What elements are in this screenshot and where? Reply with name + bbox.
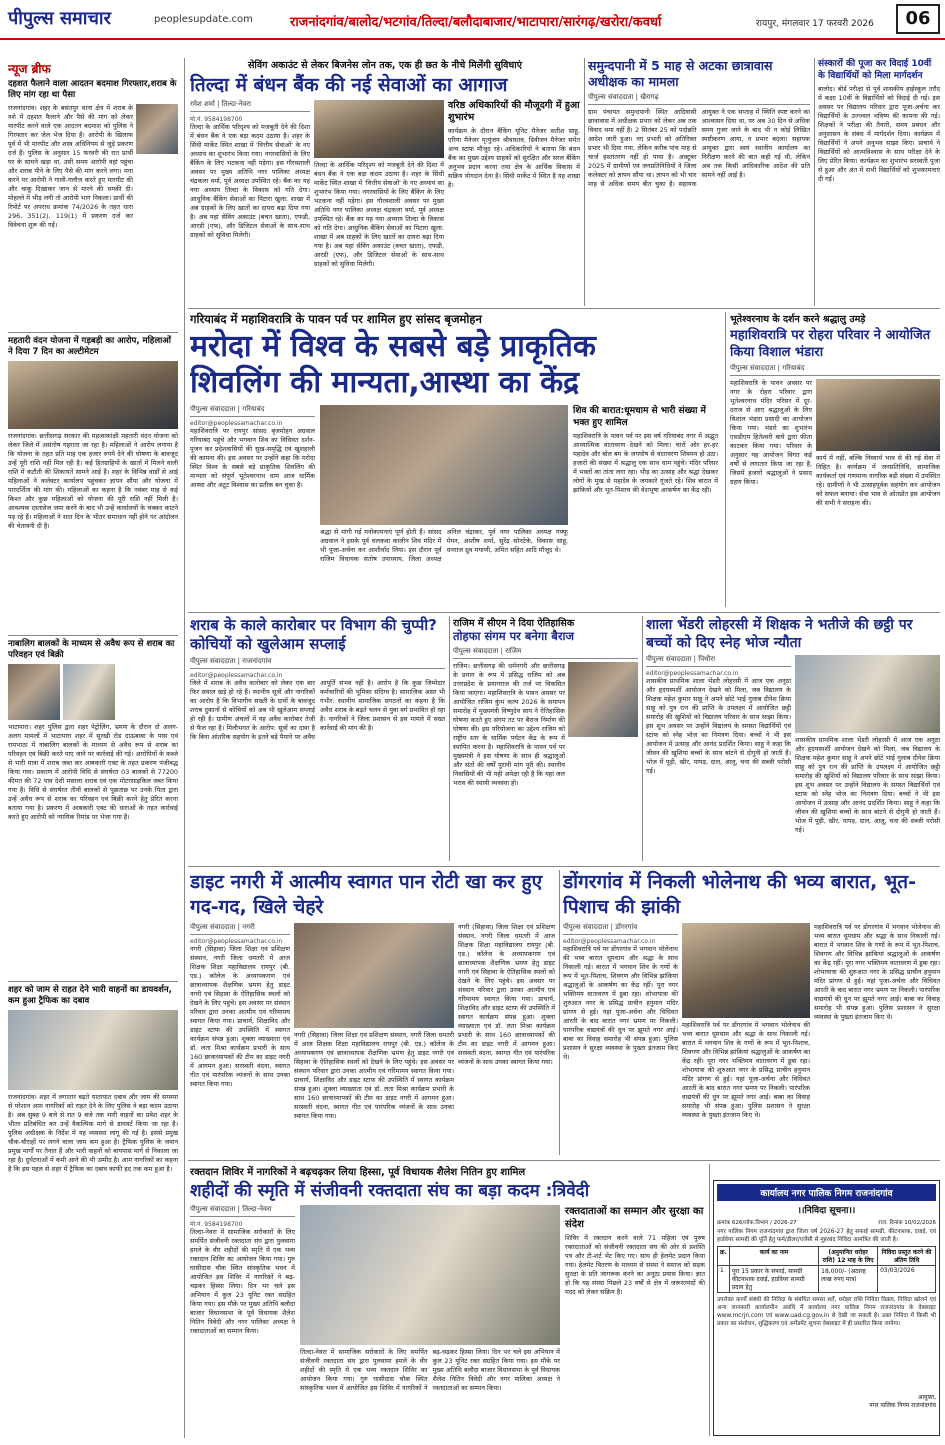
tilda-bank-side-body: कार्यक्रम के दौरान बैंकिंग यूनिट मैनेजर सतीश साहू, एरिया मैनेजर मृत्युंजय श्रीवास्तव, डिवीजन मैनेजर समेत अन्य स्टाफ मौजूद रहे। अधिकारियों ने बताया कि बंधन बैंक का मुख्य उद्देश्य ग्राहकों को सुरक्षित और सरल बैंकिंग अनुभव प्रदान करना तथा क्षेत्र के आर्थिक विकास में सक्रिय योगदान देना है। सिंधी मार्केट में स्थित है यह शाखा है। [448, 127, 580, 189]
tilda-bank-kicker: सेविंग अकाउंट से लेकर बिजनेस लोन तक, एक ही छत के नीचे मिलेंगी सुविधाएं [248, 60, 522, 71]
bhuteshwar-byline: पीपुल्स संवाददाता | गरियाबंद [730, 364, 940, 376]
dight-byline: पीपुल्स संवाददाता | नगरी [190, 923, 290, 935]
masthead [0, 0, 945, 40]
tender-row-work: पूरा 15 प्रकार के सफाई, सामग्री कीटनाशक दवाई, हार्डवेयर सामग्री प्रदाय हेतु [729, 1266, 818, 1293]
edition-cities: राजनांदगांव/बालोद/भटगांव/तिल्दा/बलौदाबाजार/भाटापारा/सारंगढ़/खरोरा/कवर्धा [290, 15, 662, 30]
tilda-bank-body: तिल्दा के आर्थिक परिदृश्य को मजबूती देने की दिशा में बंधन बैंक ने एक बड़ा कदम उठाया है। शहर के सिंधी मार्केट स्थित शाखा में 'वित्तीय सेवाओं' के नए अध्याय का शुभारंभ किया गया। नगरवासियों के लिए बैंकिंग के लिए भटकना नहीं पड़ेगा। इस गौरवशाली अवसर पर मुख्य अतिथि नगर पालिका अध्यक्ष चंद्रकला वर्मा, पूर्व अध्यक्ष उपस्थित रहे। बैंक का यह नया अध्याय तिल्दा के विकास को गति देगा। आधुनिक बैंकिंग सेवाओं का पिटारा खुला: शाखा में अब ग्राहकों के लिए खातों का दायरा बढ़ा दिया गया है। अब यहां सेविंग अकाउंट (बचत खाता), एफडी, आरडी (एफ), और डिजिटल सेवाओं के साथ-साथ ग्राहकों को सुविधा मिलेगी। [190, 123, 310, 239]
bhuteshwar-photo [816, 379, 940, 451]
bhuteshwar-body-1: महाशिवरात्रि के पावन अवसर पर नगर के रोहरा परिवार द्वारा भूतेश्वरनाथ मंदिर परिसर में दूर-दराज से आए श्रद्धालुओं के लिए विशाल भंडारा प्रसादी का आयोजन किया गया। भंडारे का शुभारंभ एसडीएम हितेश्वरी बाघे द्वारा फीता काटकर किया गया। परिवार के अनुसार यह आयोजन विगत कई वर्षों से लगातार किया जा रहा है, जिसमें हजारों श्रद्धालुओं ने प्रसाद ग्रहण किया। [730, 379, 812, 486]
tender-date: राज. दिनांक 10/02/2026 [878, 1220, 936, 1226]
tender-ref: क्रमांक 626/लोक.विभाग / 2026-27 [717, 1220, 797, 1226]
tender-office: कार्यालय नगर पालिक निगम राजनांदगांव [717, 1184, 936, 1201]
liquor-byline: पीपुल्स संवाददाता | राजनांदगांव [190, 657, 445, 669]
dongargaon-story [563, 870, 940, 1155]
tender-row-amount: 18,000/- (अठारह लाख रुपए मात्र) [819, 1266, 878, 1293]
maroda-email[interactable]: editor@peoplessamachar.co.in [190, 420, 283, 427]
lohrasi-body: शासकीय प्राथमिक शाला भेंडरी लोहरसी में आज एक अनूठा और हृदयस्पर्शी आयोजन देखने को मिला, जब विद्यालय के शिक्षक महेश कुमार साहू ने अपने छोटे भाई गुलाब दीनेश क्रिया साहू को पुत्र रत्न की प्राप्ति के उपलक्ष्य में आयोजित छट्ठी समारोह की खुशियों को विद्यालय परिवार के साथ साझा किया। इस शुभ अवसर पर उन्होंने विद्यालय के समस्त विद्यार्थियों एवं स्टाफ को स्नेह भोज का निमंत्रण दिया। बच्चों ने भी इस आयोजन में उत्साह और आनंद प्रदर्शित किया। साहू ने कहा कि जीवन की खुशियां बच्चों के साथ बांटने से दोगुनी हो जाती हैं। भोज में पूड़ी, खीर, पापड़, दाल, आलू, चना की सब्जी परोसी गई। [646, 677, 791, 775]
blood-kicker: रक्तदान शिविर में नागरिकों ने बढ़चढ़कर लिया हिस्सा, पूर्व विधायक शैलेश नितिन हुए शामिल [190, 1167, 526, 1178]
blood-side-headline: रक्तदाताओं का सम्मान और सुरक्षा का संदेश [565, 1206, 704, 1230]
maroda-side-body: महाशिवरात्रि के पावन पर्व पर इस वर्ष गरियाबंद नगर में अद्भुत आध्यात्मिक वातावरण देखने को मिला। चारों ओर हर-हर महादेव और बोल बम के जयघोष से वातावरण शिवमय हो उठा। हजारों की संख्या में श्रद्धालु एक साथ धाम पहुंचे। मंदिर परिसर में भक्तों का तांता लगा रहा। भीड़ का उत्साह और श्रद्धा देखकर लोगों के मुख से महादेव के जयकारे गूंजते रहे। शिव बारात में झांकियों और भूत-पिशाच की वेशभूषा आकर्षण का केंद्र रही। [573, 432, 718, 494]
tender-row-no: 1 [718, 1266, 730, 1293]
tender-col-no: क्र. [718, 1247, 730, 1266]
page-number: 06 [896, 4, 940, 34]
news-brief-column [8, 60, 178, 1435]
dateline: रायपुर, मंगलवार 17 फरवरी 2026 [756, 19, 874, 29]
tender-table [717, 1246, 936, 1293]
bhuteshwar-kicker: भूतेश्वरनाथ के दर्शन करने श्रद्धालु उमड़े [730, 314, 866, 325]
blood-body-cont: तिल्दा-नेवरा में सामाजिक सरोकारों के लिए समर्पित संजीवनी रक्तदाता संघ द्वारा पुलवामा हमले के वीर शहीदों की स्मृति में एक भव्य रक्तदान शिविर का आयोजन किया गया। गुरु घासीदास चौक स्थित सांस्कृतिक भवन में आयोजित इस शिविर में नागरिकों ने बढ़-चढ़कर हिस्सा लिया। दिन भर चले इस अभियान में कुल 23 यूनिट रक्त संग्रहित किया गया। इस मौके पर मुख्य अतिथि बलौदा बाजार विधानसभा के पूर्व विधायक शैलेश नितिन त्रिवेदी और नगर पालिका अध्यक्ष ने रक्तदाताओं का सम्मान किया। [300, 1348, 560, 1392]
dongargaon-headline: डोंगरगांव में निकली भोलेनाथ की भव्य बारात, भूत-पिशाच की झांकी [563, 871, 917, 918]
tender-notice [713, 1180, 940, 1436]
tender-footer: उपरोक्त कार्यों संबंधी की निविदा के संबंधित समस्त शर्तें, धरोहर राशि निविदा विक्रय, निविदा खोलने एवं अन्य जानकारी कार्यालयीन अवधि में कार्यालय नगर पालिक निगम राजनांदगांव के वेबसाइट www.mcrjn.com एवं www.uad.cg.gov.in से देखी जा सकती है। उक्त निविदा में किसी भी प्रकार का संशोधन, शुद्धिकरण एवं अमेंडमेंट सूचना वेबसाइट में ही प्रसारित किया जायेगा। [717, 1297, 936, 1327]
blood-donation-story [190, 1164, 705, 1436]
tender-col-date: निविदा प्रस्तुत करने की अंतिम तिथि [878, 1247, 936, 1266]
brief-4-photo [8, 1010, 178, 1090]
dight-photo [294, 923, 454, 1028]
tilda-bank-side-headline: वरिष्ठ अधिकारियों की मौजूदगी में हुआ शुभारंभ [448, 100, 580, 123]
tilda-bank-byline: रमेश शर्मा | तिल्दा-नेवरा [190, 100, 310, 112]
tilda-bank-photo [314, 100, 444, 158]
rajim-headline: तोहफा संगम पर बनेगा बैराज [453, 629, 575, 643]
maroda-byline: पीपुल्स संवाददाता | गरियाबंद [190, 405, 315, 417]
tender-intro: नगर पालिक निगम राजनांदगांव द्वारा जिला वर्ष 2026-27 हेतु सफाई सामग्री, कीटनाशक, दवाई, एवं हार्डवेयर सामग्री की पूर्ति हेतु फर्म/डीलर/एजेंसी से मुहरबंद निविदा आमंत्रित की जाती है। [717, 1229, 936, 1243]
brief-3-body: भाटापारा। शहर पुलिस द्वारा शहर पेट्रोलिंग, भ्रमण के दौरान दो अलग-अलग मामलों में भाटापारा शहर में सुरखी रोड दाऊबाबा के पास एवं रामभाठा में नाबालिग बालकों के माध्यम से अवैध रूप से शराब का परिवहन एवं बिक्री करते पाए जाने पर कार्रवाई की गई। आरोपियों के कब्जे से भारी मात्रा में शराब जब्त कर आबकारी एक्ट के तहत प्रकरण पंजीबद्ध किया गया। प्रकरण में आरोपी विधि से संघर्षरत 03 बालकों से 77200 कीमत की 72 पाव देशी मसाला शराब एवं एक मोटरसाइकिल जब्त किया गया है। विधि से संघर्षरत तीनों बालकों से पूछताछ पर उनके पिता द्वारा उन्हें अवैध रूप से शराब का परिवहन एवं बिक्री करने हेतु प्रेरित करना बताया गया है। प्रकरण में आबकारी एक्ट की धाराओं के तहत कार्रवाई करते हुए आरोपी को न्यायिक रिमांड पर भेजा गया है। [8, 723, 178, 821]
rajim-kicker: राजिम में सीएम ने दिया ऐतिहासिक [453, 618, 575, 629]
maroda-side-headline: शिव की बारात:धूमधाम से भारी संख्या में भक्त हुए शामिल [573, 406, 706, 428]
dight-story [190, 870, 555, 1155]
maroda-headline-line1: मरोदा में विश्व के सबसे बड़े प्राकृतिक [190, 329, 596, 364]
table-row [718, 1266, 936, 1293]
maroda-lead-story [190, 312, 720, 607]
samundpani-headline: समुन्दपानी में 5 माह से अटका छात्रावास अधीक्षक का मामला [588, 58, 773, 89]
tenth-grade-headline: संस्कारों की पूजा कर विदाई 10वीं के विद्यार्थियों को मिला मार्गदर्शन [818, 59, 932, 81]
lohrasi-email[interactable]: editor@peoplessamachar.co.in [646, 670, 739, 677]
rajim-byline: पीपुल्स संवाददाता | राजिम [453, 647, 638, 659]
rajim-body: राजिम। छत्तीसगढ़ की धर्मनगरी और छत्तीसगढ़ के प्रयाग के रूप में प्रसिद्ध राजिम को अब उत्तरप्रदेश के प्रयागराज की तर्ज पर विकसित किया जाएगा। महाशिवरात्रि के पावन अवसर पर आयोजित राजिम कुंभ कल्प 2026 के समापन समारोह में मुख्यमंत्री विष्णुदेव साय ने ऐतिहासिक घोषणा करते हुए संगम तट पर बैराज निर्माण की घोषणा की। इस परियोजना का उद्देश्य राजिम को राष्ट्रीय स्तर के धार्मिक पर्यटन केंद्र के रूप में स्थापित करना है। महाशिवरात्रि के पावन पर्व पर मुख्यमंत्री ने इस घोषणा के साथ ही श्रद्धालुओं और संतों की वर्षों पुरानी मांग पूरी की। स्थानीय निवासियों की भी यही अपेक्षा रही है कि यहां जल भराव की स्थायी व्यवस्था हो। [453, 662, 565, 787]
tenth-grade-body: बालोद। बोर्ड परीक्षा से पूर्व शासकीय हाईस्कूल तरौद में कक्षा 10वीं के विद्यार्थियों को विदाई दी गई। इस अवसर पर विद्यालय परिवार द्वारा पूजा-अर्चना कर विद्यार्थियों के उज्ज्वल भविष्य की कामना की गई। शिक्षकों ने परीक्षा की तैयारी, समय प्रबंधन और अनुशासन के संबंध में मार्गदर्शन दिया। कार्यक्रम में विद्यार्थियों ने अपने अनुभव साझा किए। प्राचार्य ने विद्यार्थियों को आत्मविश्वास के साथ परीक्षा देने के लिए प्रेरित किया। कार्यक्रम का शुभारंभ सरस्वती पूजा से हुआ और अंत में सभी विद्यार्थियों को शुभकामनाएं दी गईं। [818, 85, 940, 183]
blood-body: तिल्दा-नेवरा में सामाजिक सरोकारों के लिए समर्पित संजीवनी रक्तदाता संघ द्वारा पुलवामा हमले के वीर शहीदों की स्मृति में एक भव्य रक्तदान शिविर का आयोजन किया गया। गुरु घासीदास चौक स्थित सांस्कृतिक भवन में आयोजित इस शिविर में नागरिकों ने बढ़-चढ़कर हिस्सा लिया। दिन भर चले इस अभियान में कुल 23 यूनिट रक्त संग्रहित किया गया। इस मौके पर मुख्य अतिथि बलौदा बाजार विधानसभा के पूर्व विधायक शैलेश नितिन त्रिवेदी और नगर पालिका अध्यक्ष ने रक्तदाताओं का सम्मान किया। [190, 1228, 295, 1335]
maroda-body-1: महाशिवरात्रि पर रायपुर सांसद बृजमोहन अग्रवाल गरियाबंद पहुंचे और भगवान शिव का विधिवत दर्शन-पूजन कर प्रदेशवासियों की सुख-समृद्धि एवं खुशहाली की कामना की। इस अवसर पर उन्होंने कहा कि मरोदा स्थित विश्व के सबसे बड़े प्राकृतिक शिवलिंग की मान्यता को संपूर्ण भूतेश्वरनाथ धाम आज धार्मिक आस्था और अटूट विश्वास का प्रतीक बन चुका है। [190, 427, 315, 489]
bhuteshwar-story [730, 312, 940, 607]
samundpani-byline: पीपुल्स संवाददाता | खैरागढ़ [588, 93, 810, 105]
tilda-bank-story [190, 58, 580, 303]
tender-title: ।।निविदा सूचना।। [797, 1206, 856, 1216]
brief-2-photo [8, 361, 178, 429]
liquor-email[interactable]: editor@peoplessamachar.co.in [190, 672, 283, 679]
site-url[interactable]: peoplesupdate.com [154, 14, 253, 25]
tenth-grade-story [818, 58, 940, 303]
lohrasi-story [646, 616, 940, 861]
news-brief-label: न्यूज ब्रीफ [8, 62, 51, 76]
blood-headline: शहीदों की स्मृति में संजीवनी रक्तदाता संघ का बड़ा कदम :त्रिवेदी [190, 1181, 590, 1201]
newspaper-logo: पीपुल्स समाचार [8, 8, 111, 29]
brief-1-headline: दहशत फैलाने वाला आदतन बदमाश गिरफ्तार,शराब के लिए मांग रहा था पैसा [8, 79, 177, 100]
tilda-bank-mobile: मो.नं. 9584198700 [190, 116, 243, 123]
dight-body: नगरी (सिहावा) जिला शिक्षा एवं प्रशिक्षण संस्थान, नगरी जिला धमतरी में आज शिक्षक शिक्षा महाविद्यालय रायपुर (बी. एड.) कॉलेज के अध्यापकगण एवं छात्राध्यापक शैक्षणिक भ्रमण हेतु डाइट नगरी एवं सिहावा के ऐतिहासिक स्थलों को देखने के लिए पहुंचे। इस अवसर पर संस्थान परिवार द्वारा उनका आत्मीय एवं गरिमामय स्वागत किया गया। प्राचार्य, शिक्षाविद और डाइट स्टाफ की उपस्थिति में स्वागत कार्यक्रम संपन्न हुआ। शुक्ला व्याख्याता एवं डॉ. लता मिश्रा कार्यक्रम प्रभारी के साथ 160 छात्राध्यापकों की टीम का डाइट नगरी में आगमन हुआ। सरस्वती वंदना, स्वागत गीत एवं पारंपरिक व्यंजनों के साथ उनका स्वागत किया गया। [190, 945, 290, 1088]
rajim-cm-photo [568, 662, 638, 737]
dongargaon-body: महाशिवरात्रि पर्व पर डोंगरगांव में भगवान भोलेनाथ की भव्य बारात धूमधाम और श्रद्धा के साथ निकाली गई। बारात में भगवान शिव के गणों के रूप में भूत-पिशाच, शिवगण और विभिन्न झांकियां श्रद्धालुओं के आकर्षण का केंद्र रहीं। पूरा नगर भक्तिमय वातावरण में डूबा रहा। शोभायात्रा की शुरुआत नगर के प्रसिद्ध प्राचीन हनुमान मंदिर प्रांगण से हुई। यहां पूजा-अर्चना और विधिवत आरती के बाद बारात नगर भ्रमण पर निकली। पारंपरिक वाद्ययंत्रों की धुन पर झूमते नगर आई। बाबा का विवाह समारोह भी संपन्न हुआ। पुलिस प्रशासन ने सुरक्षा व्यवस्था के पुख्ता इंतजाम किए थे। [563, 945, 678, 1061]
lohrasi-byline: पीपुल्स संवाददाता | पिथौरा [646, 655, 791, 667]
dight-body-cont: नगरी (सिहावा) जिला शिक्षा एवं प्रशिक्षण संस्थान, नगरी जिला धमतरी में आज शिक्षक शिक्षा महाविद्यालय रायपुर (बी. एड.) कॉलेज के अध्यापकगण एवं छात्राध्यापक शैक्षणिक भ्रमण हेतु डाइट नगरी एवं सिहावा के ऐतिहासिक स्थलों को देखने के लिए पहुंचे। इस अवसर पर संस्थान परिवार द्वारा उनका आत्मीय एवं गरिमामय स्वागत किया गया। प्राचार्य, शिक्षाविद और डाइट स्टाफ की उपस्थिति में स्वागत कार्यक्रम संपन्न हुआ। शुक्ला व्याख्याता एवं डॉ. लता मिश्रा कार्यक्रम प्रभारी के साथ 160 छात्राध्यापकों की टीम का डाइट नगरी में आगमन हुआ। सरस्वती वंदना, स्वागत गीत एवं पारंपरिक व्यंजनों के साथ उनका स्वागत किया गया। [294, 1031, 454, 1120]
brief-1-photo [136, 104, 178, 154]
brief-3-photo-b [63, 664, 115, 720]
dight-email[interactable]: editor@peoplessamachar.co.in [190, 938, 283, 945]
liquor-body: जिले में शराब के अवैध कारोबार को लेकर एक बार फिर सवाल खड़े हो रहे हैं। स्थानीय सूत्रों और नागरिकों का आरोप है कि विभागीय सख्ती के दावों के बावजूद शराब दुकानों से कोचियों को अब भी खुलेआम सप्लाई हो रही है। ग्रामीण अंचलों में यह अवैध कारोबार तेजी से फैल रहा है। मिलीभगत के आरोप: सूत्रों का दावा है कि बिना आंतरिक सहयोग के इतने बड़े पैमाने पर अवैध आपूर्ति संभव नहीं है। आरोप है कि कुछ जिम्मेदार कर्मचारियों की भूमिका संदिग्ध है। सामाजिक असर भी गंभीर: स्थानीय सामाजिक संगठनों का कहना है कि अवैध शराब के बढ़ते चलन से युवा वर्ग प्रभावित हो रहा है। नागरिकों ने जिला प्रशासन से इस मामले में सख्त कार्रवाई की मांग की है। [190, 679, 445, 741]
dight-body-side: नगरी (सिहावा) जिला शिक्षा एवं प्रशिक्षण संस्थान, नगरी जिला धमतरी में आज शिक्षक शिक्षा महाविद्यालय रायपुर (बी. एड.) कॉलेज के अध्यापकगण एवं छात्राध्यापक शैक्षणिक भ्रमण हेतु डाइट नगरी एवं सिहावा के ऐतिहासिक स्थलों को देखने के लिए पहुंचे। इस अवसर पर संस्थान परिवार द्वारा उनका आत्मीय एवं गरिमामय स्वागत किया गया। प्राचार्य, शिक्षाविद और डाइट स्टाफ की उपस्थिति में स्वागत कार्यक्रम संपन्न हुआ। शुक्ला व्याख्याता एवं डॉ. लता मिश्रा कार्यक्रम प्रभारी के साथ 160 छात्राध्यापकों की टीम का डाइट नगरी में आगमन हुआ। सरस्वती वंदना, स्वागत गीत एवं पारंपरिक व्यंजनों के साथ उनका स्वागत किया गया। [458, 923, 555, 1066]
tilda-bank-body-cont: तिल्दा के आर्थिक परिदृश्य को मजबूती देने की दिशा में बंधन बैंक ने एक बड़ा कदम उठाया है। शहर के सिंधी मार्केट स्थित शाखा में 'वित्तीय सेवाओं' के नए अध्याय का शुभारंभ किया गया। नगरवासियों के लिए बैंकिंग के लिए भटकना नहीं पड़ेगा। इस गौरवशाली अवसर पर मुख्य अतिथि नगर पालिका अध्यक्ष चंद्रकला वर्मा, पूर्व अध्यक्ष उपस्थित रहे। बैंक का यह नया अध्याय तिल्दा के विकास को गति देगा। आधुनिक बैंकिंग सेवाओं का पिटारा खुला: शाखा में अब ग्राहकों के लिए खातों का दायरा बढ़ा दिया गया है। अब यहां सेविंग अकाउंट (बचत खाता), एफडी, आरडी (एफ), और डिजिटल सेवाओं के साथ-साथ ग्राहकों को सुविधा मिलेगी। [314, 161, 444, 268]
blood-side-body: शिविर में रक्तदान करने वाले 71 महिला एवं पुरुष रक्तदाताओं को संजीवनी रक्तदाता संघ की ओर से प्रशस्ति पत्र और टी-शर्ट भेंट किए गए। साथ ही हेलमेट प्रदान किया गया। हेलमेट वितरण के माध्यम से संस्था ने समाज को सड़क सुरक्षा के प्रति जागरूक करने का अनूठा प्रयास किया। ज्ञात हो कि यह संस्था पिछले 23 वर्षों से क्षेत्र में जरूरतमंदों की मदद को लेकर सक्रिय है। [565, 1234, 705, 1296]
liquor-story [190, 616, 445, 861]
brief-4-body: राजनांदगांव। शहर में लगातार बढ़ते यातायात दबाव और जाम की समस्या से परेशान आम नागरिकों को राहत देने के लिए पुलिस ने बड़ा कदम उठाया है। अब सुबह 9 बजे से रात 9 बजे तक भारी वाहनों का प्रवेश शहर के भीतर प्रतिबंधित कर उन्हें वैकल्पिक मार्ग से डायवर्ट किया जा रहा है। पुलिस अधीक्षक के निर्देश में यह व्यवस्था लागू की गई है। इससे प्रमुख चौक-चौराहों पर लगने वाला जाम कम हुआ है। ट्रैफिक पुलिस के जवान प्रमुख मार्गों पर तैनात हैं और भारी वाहनों को बायपास मार्ग से निकाला जा रहा है। दुर्घटनाओं में कमी आने की भी उम्मीद है। आम नागरिकों का कहना है कि इस पहल से शहर में ट्रैफिक का दबाव काफी हद तक कम हुआ है। [8, 1093, 178, 1173]
blood-photo [300, 1205, 560, 1345]
tender-sign-office: नगर पालिक निगम राजनांदगांव [869, 1402, 936, 1409]
tender-col-amount: (अनुमानित धरोहर राशि) 12 माह के लिए [819, 1247, 878, 1266]
bhuteshwar-body-2: कार्य में नहीं, बल्कि निस्वार्थ भाव से की गई सेवा में निहित है। कार्यक्रम में जनप्रतिनिधि, सामाजिक कार्यकर्ता एवं गणमान्य नागरिक बड़ी संख्या में उपस्थित रहे। ग्रामीणों ने भी उत्साहपूर्वक सहयोग कर आयोजन को सफल बनाया। सेवा भाव से ओतप्रोत इस आयोजन की सभी ने सराहना की। [816, 454, 940, 507]
dongargaon-email[interactable]: editor@peoplessamachar.co.in [563, 938, 656, 945]
brief-4-headline: शहर को जाम से राहत देने भारी वाहनों का डायवर्शन, कम हुआ ट्रैफिक का दबाव [8, 985, 172, 1006]
dongargaon-body-side: महाशिवरात्रि पर्व पर डोंगरगांव में भगवान भोलेनाथ की भव्य बारात धूमधाम और श्रद्धा के साथ निकाली गई। बारात में भगवान शिव के गणों के रूप में भूत-पिशाच, शिवगण और विभिन्न झांकियां श्रद्धालुओं के आकर्षण का केंद्र रहीं। पूरा नगर भक्तिमय वातावरण में डूबा रहा। शोभायात्रा की शुरुआत नगर के प्रसिद्ध प्राचीन हनुमान मंदिर प्रांगण से हुई। यहां पूजा-अर्चना और विधिवत आरती के बाद बारात नगर भ्रमण पर निकली। पारंपरिक वाद्ययंत्रों की धुन पर झूमते नगर आई। बाबा का विवाह समारोह भी संपन्न हुआ। पुलिस प्रशासन ने सुरक्षा व्यवस्था के पुख्ता इंतजाम किए थे। [814, 923, 940, 1021]
samundpani-story [588, 58, 810, 303]
dongargaon-body-cont: महाशिवरात्रि पर्व पर डोंगरगांव में भगवान भोलेनाथ की भव्य बारात धूमधाम और श्रद्धा के साथ निकाली गई। बारात में भगवान शिव के गणों के रूप में भूत-पिशाच, शिवगण और विभिन्न झांकियां श्रद्धालुओं के आकर्षण का केंद्र रहीं। पूरा नगर भक्तिमय वातावरण में डूबा रहा। शोभायात्रा की शुरुआत नगर के प्रसिद्ध प्राचीन हनुमान मंदिर प्रांगण से हुई। यहां पूजा-अर्चना और विधिवत आरती के बाद बारात नगर भ्रमण पर निकली। पारंपरिक वाद्ययंत्रों की धुन पर झूमते नगर आई। बाबा का विवाह समारोह भी संपन्न हुआ। पुलिस प्रशासन ने सुरक्षा व्यवस्था के पुख्ता इंतजाम किए थे। [682, 1021, 810, 1119]
lohrasi-photo [795, 655, 940, 733]
bhuteshwar-headline: महाशिवरात्रि पर रोहरा परिवार ने आयोजित किया विशाल भंडारा [730, 328, 931, 360]
brief-3-photo-a [8, 664, 60, 720]
maroda-headline-line2: शिवलिंग की मान्यता,आस्था का केंद्र [190, 365, 580, 400]
dongargaon-byline: पीपुल्स संवाददाता | डोंगरगांव [563, 923, 678, 935]
liquor-headline: शराब के काले कारोबार पर विभाग की चुप्पी? कोचियों को खुलेआम सप्लाई [190, 616, 437, 653]
brief-1-body: राजनांदगांव। शहर के बसंतपुर थाना क्षेत्र में शराब के नशे में दहशत फैलाने और पैसे की मांग को लेकर मारपीट करने वाले एक आदतन बदमाश को पुलिस ने गिरफ्तार कर जेल भेज दिया है। आरोपी के खिलाफ पूर्व में भी मारपीट और शस्त्र अधिनियम से जुड़े प्रकरण दर्ज हैं। पुलिस के अनुसार 15 फरवरी की रात प्रार्थी घर के सामने खड़ा था, उसी समय आरोपी वहां पहुंचा और शराब पीने के लिए पैसे की मांग करने लगा। मना करने पर आरोपी ने गाली-गलौज करते हुए मारपीट की और चाकू दिखाकर जान से मारने की धमकी दी। मोहल्ले में भीड़ लगी तो आरोपी भाग निकला। प्रार्थी की रिपोर्ट पर अपराध क्रमांक 74/2026 के तहत धारा 296, 351(2), 119(1) में प्रकरण दर्ज कर विवेचना शुरू की गई। [8, 104, 133, 229]
dongargaon-photo [682, 923, 810, 1018]
blood-mobile: मो.नं. 9584198700 [190, 1221, 243, 1228]
brief-2-headline: महतारी वंदन योजना में गड़बड़ी का आरोप, महिलाओं ने दिया 7 दिन का अल्टीमेटम [8, 336, 171, 357]
maroda-body-2: श्रद्धा से मांगी गई मनोकामनाएं पूर्ण होती हैं। सांसद अग्रवाल ने इसके पूर्व चलकवा कालीन शिव मंदिर में भी पूजा-अर्चना कर आशीर्वाद लिया। इस दौरान पूर्व राजिम विधायक संतोष उपाध्याय, जिला अध्यक्ष अनिल चंद्राकर, पूर्व नगर पालिका अध्यक्ष गफ्फू मेमन, आशीष शर्मा, सुरेंद्र सोनटेके, विकास साहू, धनराज ध्रुव मयाणी, अमित सहित आदि मौजूद थे। [320, 528, 568, 563]
tender-sign-title: आयुक्त, [917, 1394, 936, 1401]
rajim-story [453, 616, 638, 861]
maroda-kicker: गरियाबंद में महाशिवरात्रि के पावन पर्व पर शामिल हुए सांसद बृजमोहन [190, 312, 482, 326]
tilda-bank-headline: तिल्दा में बंधन बैंक की नई सेवाओं का आगाज [190, 74, 508, 96]
lohrasi-headline: शाला भेंडरी लोहरसी में शिक्षक ने भतीजे की छट्ठी पर बच्चों को दिए स्नेह भोज न्यौता [646, 617, 913, 651]
samundpani-body: ग्राम पंचायत समुन्दपानी स्थित आदिवासी छात्रावास में अधीक्षक प्रभार को लेकर अब तक विवाद थमा नहीं है। 2 सितंबर 25 को पदोन्नति आदेश जारी हुआ। नए प्रभारी को अतिरिक्त प्रभार भी दिया गया, लेकिन करीब पांच माह से चार्ज हस्तांतरण नहीं हो पाया है। अक्टूबर 2025 में ग्रामीणों एवं जनप्रतिनिधियों ने जिला कलेक्टर को ज्ञापन सौंपा था। ज्ञापन को भी चार माह से अधिक समय बीत चुका है। सहायक आयुक्त ने एक सप्ताह में स्थिति स्पष्ट करने का आश्वासन दिया था, पर अब 30 दिन से अधिक समय गुजर जाने के बाद भी न कोई लिखित स्पष्टीकरण आया, न प्रभार बदला। सहायक आयुक्त द्वारा स्वयं स्थानीय कार्यालय का निरीक्षण करने की बात कही गई थी, लेकिन अब तक किसी आधिकारिक आदेश की प्रति सामने नहीं आई है। [588, 108, 810, 188]
dight-headline: डाइट नगरी में आत्मीय स्वागत पान रोटी खा कर हुए गद-गद, खिले चेहरे [190, 871, 543, 918]
maroda-photo [320, 405, 568, 525]
tender-col-work: कार्य का नाम [729, 1247, 818, 1266]
brief-3-headline: नाबालिग बालकों के माध्यम से अवैध रूप से शराब का परिवहन एवं बिक्री [8, 639, 175, 660]
blood-byline: पीपुल्स संवाददाता | तिल्दा-नेवरा [190, 1205, 295, 1217]
lohrasi-body-cont: शासकीय प्राथमिक शाला भेंडरी लोहरसी में आज एक अनूठा और हृदयस्पर्शी आयोजन देखने को मिला, जब विद्यालय के शिक्षक महेश कुमार साहू ने अपने छोटे भाई गुलाब दीनेश क्रिया साहू को पुत्र रत्न की प्राप्ति के उपलक्ष्य में आयोजित छट्ठी समारोह की खुशियों को विद्यालय परिवार के साथ साझा किया। इस शुभ अवसर पर उन्होंने विद्यालय के समस्त विद्यार्थियों एवं स्टाफ को स्नेह भोज का निमंत्रण दिया। बच्चों ने भी इस आयोजन में उत्साह और आनंद प्रदर्शित किया। साहू ने कहा कि जीवन की खुशियां बच्चों के साथ बांटने से दोगुनी हो जाती हैं। भोज में पूड़ी, खीर, पापड़, दाल, आलू, चना की सब्जी परोसी गई। [795, 736, 940, 834]
tender-row-date: 03/03/2026 [878, 1266, 936, 1293]
brief-2-body: राजनांदगांव। छत्तीसगढ़ सरकार की महत्वाकांक्षी महतारी वंदन योजना को लेकर जिले में असंतोष गहराता जा रहा है। महिलाओं ने आरोप लगाया है कि योजना के तहत प्रति माह एक हजार रुपये देने की घोषणा के बावजूद उन्हें पूरी राशि नहीं मिल रही है। कई हितग्राहियों के खातों में मिलने वाली राशि में कटौती की शिकायतें सामने आई हैं। शहर के विभिन्न वार्डों से आई महिलाओं ने कलेक्टर कार्यालय पहुंचकर ज्ञापन सौंपा और योजना में पारदर्शिता की मांग की। महिलाओं का कहना है कि नवंबर माह से कई किश्त और कुछ महिलाओं को योजना की पूरी राशि नहीं मिली है। आवश्यक दस्तावेज जमा करने के बाद भी उन्हें कार्यालयों के चक्कर काटने पड़ रहे हैं। महिलाओं ने सात दिन के भीतर समाधान नहीं होने पर आंदोलन की चेतावनी दी है। [8, 432, 178, 530]
